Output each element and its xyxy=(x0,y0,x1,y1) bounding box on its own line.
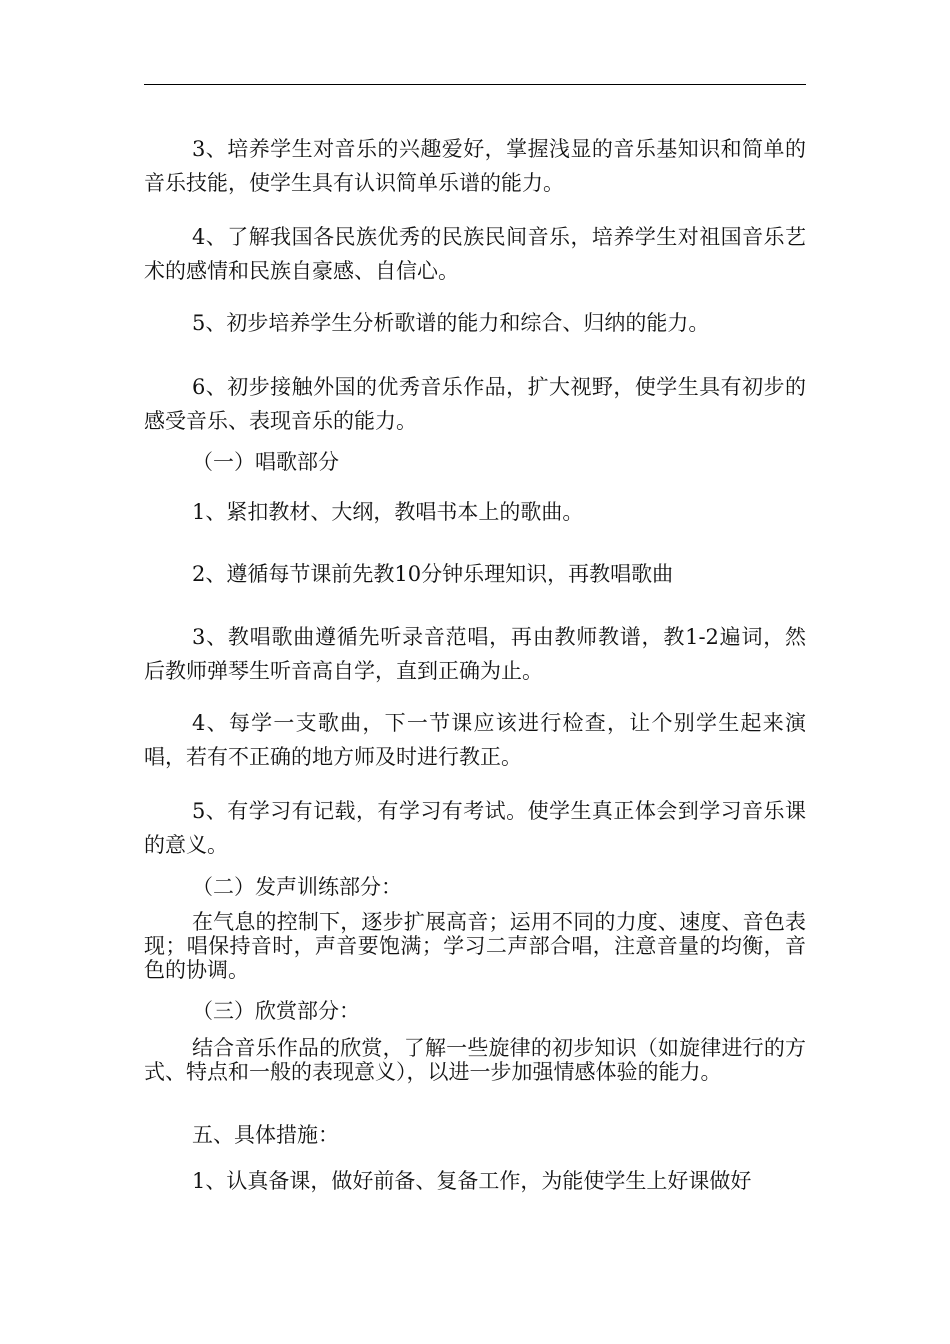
header-rule xyxy=(144,84,806,85)
paragraph-singing-2: 2、遵循每节课前先教10分钟乐理知识，再教唱歌曲 xyxy=(192,562,674,586)
paragraph-goal-3: 3、培养学生对音乐的兴趣爱好，掌握浅显的音乐基知识和简单的音乐技能，使学生具有认识简单乐谱的能力。 xyxy=(144,137,806,195)
paragraph-vocal-training: 在气息的控制下，逐步扩展高音；运用不同的力度、速度、音色表现；唱保持音时，声音要饱满；学习二声部合唱，注意音量的均衡，音色的协调。 xyxy=(144,910,806,982)
section-heading-vocal-training: （二）发声训练部分： xyxy=(192,875,402,899)
section-heading-singing: （一）唱歌部分 xyxy=(192,450,339,474)
paragraph-appreciation: 结合音乐作品的欣赏，了解一些旋律的初步知识（如旋律进行的方式、特点和一般的表现意义），以进一步加强情感体验的能力。 xyxy=(144,1036,806,1084)
paragraph-goal-6: 6、初步接触外国的优秀音乐作品，扩大视野，使学生具有初步的感受音乐、表现音乐的能力。 xyxy=(144,375,806,433)
paragraph-singing-1: 1、紧扣教材、大纲，教唱书本上的歌曲。 xyxy=(192,500,584,524)
paragraph-goal-4: 4、了解我国各民族优秀的民族民间音乐，培养学生对祖国音乐艺术的感情和民族自豪感、自信心。 xyxy=(144,225,806,283)
paragraph-singing-4: 4、每学一支歌曲，下一节课应该进行检查，让个别学生起来演唱，若有不正确的地方师及时进行教正。 xyxy=(144,711,806,769)
paragraph-measures-1: 1、认真备课，做好前备、复备工作，为能使学生上好课做好 xyxy=(192,1169,752,1193)
paragraph-goal-5: 5、初步培养学生分析歌谱的能力和综合、归纳的能力。 xyxy=(192,311,710,335)
section-heading-measures: 五、具体措施： xyxy=(192,1123,339,1147)
paragraph-singing-5: 5、有学习有记载，有学习有考试。使学生真正体会到学习音乐课的意义。 xyxy=(144,799,806,857)
section-heading-appreciation: （三）欣赏部分： xyxy=(192,999,360,1023)
paragraph-singing-3: 3、教唱歌曲遵循先听录音范唱，再由教师教谱，教1-2遍词，然后教师弹琴生听音高自学，直到正确为止。 xyxy=(144,625,806,683)
